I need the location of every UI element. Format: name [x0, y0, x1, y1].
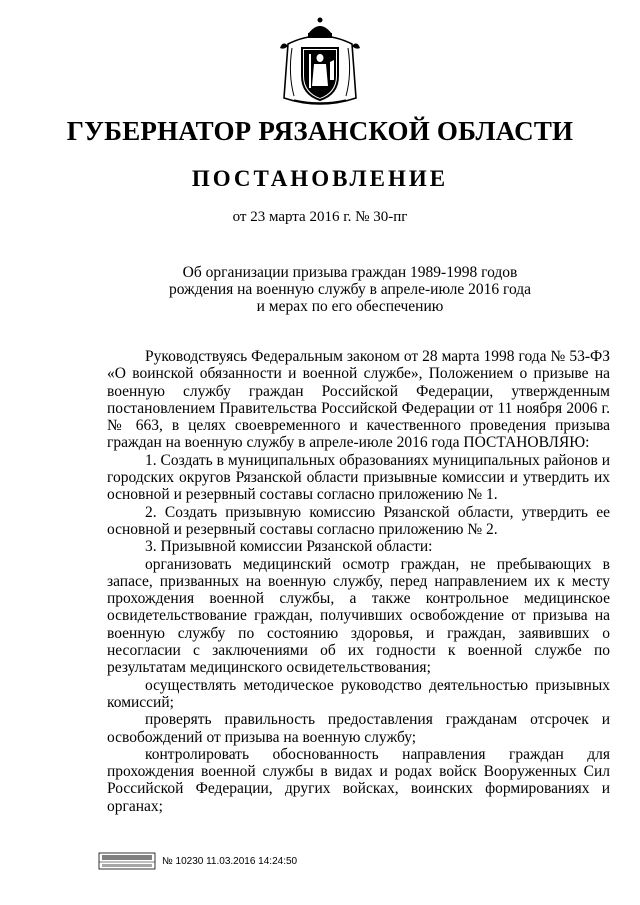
document-date-number: от 23 марта 2016 г. № 30-пг — [232, 209, 408, 225]
subject-line: рождения на военную службу в апреле-июле 2016 года — [168, 281, 532, 298]
issuer-title: ГУБЕРНАТОР РЯЗАНСКОЙ ОБЛАСТИ — [66, 116, 574, 146]
subclause-paragraph: организовать медицинский осмотр граждан, не пребывающих в запасе, призванных на военную службу, перед направлением их к месту прохождения военной службы, а также контрольное медицинское освидетельствование граждан, получивших освобождение от призыва на военную службу по состоянию здоровья, и граждан, заявивших о несогласии с заключениями об их годности к военной службе по результатам медицинского освидетельствования; — [107, 555, 610, 677]
registration-stamp: № 10230 11.03.2016 14:24:50 — [162, 855, 298, 867]
subclause-paragraph: контролировать обоснованность направления граждан для прохождения военной службы в видах и родах войск Вооруженных Сил Российской Федерации, других войсках, воинских формированиях и органах; — [107, 745, 610, 815]
subject-line: Об организации призыва граждан 1989-1998 годов — [182, 264, 518, 281]
clause-paragraph: 2. Создать призывную комиссию Рязанской области, утвердить ее основной и резервный составы согласно приложению № 2. — [107, 503, 610, 538]
document-body — [107, 348, 610, 815]
document-type-heading: ПОСТАНОВЛЕНИЕ — [191, 166, 449, 191]
clause-paragraph: 1. Создать в муниципальных образованиях муниципальных районов и городских округов Рязанской области призывные комиссии и утвердить их основной и резервный составы согласно приложению № 1. — [107, 451, 610, 504]
clause-paragraph: 3. Призывной комиссии Рязанской области: — [145, 538, 433, 556]
registry-logo-icon — [98, 852, 156, 870]
registration-footer — [98, 852, 297, 870]
subclause-paragraph: осуществлять методическое руководство деятельностью призывных комиссий; — [107, 676, 610, 711]
document-subject — [150, 264, 550, 315]
coat-of-arms-emblem — [278, 14, 362, 112]
preamble-paragraph: Руководствуясь Федеральным законом от 28 марта 1998 года № 53-ФЗ «О воинской обязанности и военной службе», Положением о призыве на военную службу граждан Российской Федерации, утвержденным постановлением Правительства Российской Федерации от 11 ноября 2006 г. № 663, в целях своевременного и качественного проведения призыва граждан на военную службу в апреле-июле 2016 года ПОСТАНОВЛЯЮ: — [107, 348, 610, 452]
subject-line: и мерах по его обеспечению — [256, 298, 444, 315]
subclause-paragraph: проверять правильность предоставления гражданам отсрочек и освобождений от призыва на военную службу; — [107, 711, 610, 746]
